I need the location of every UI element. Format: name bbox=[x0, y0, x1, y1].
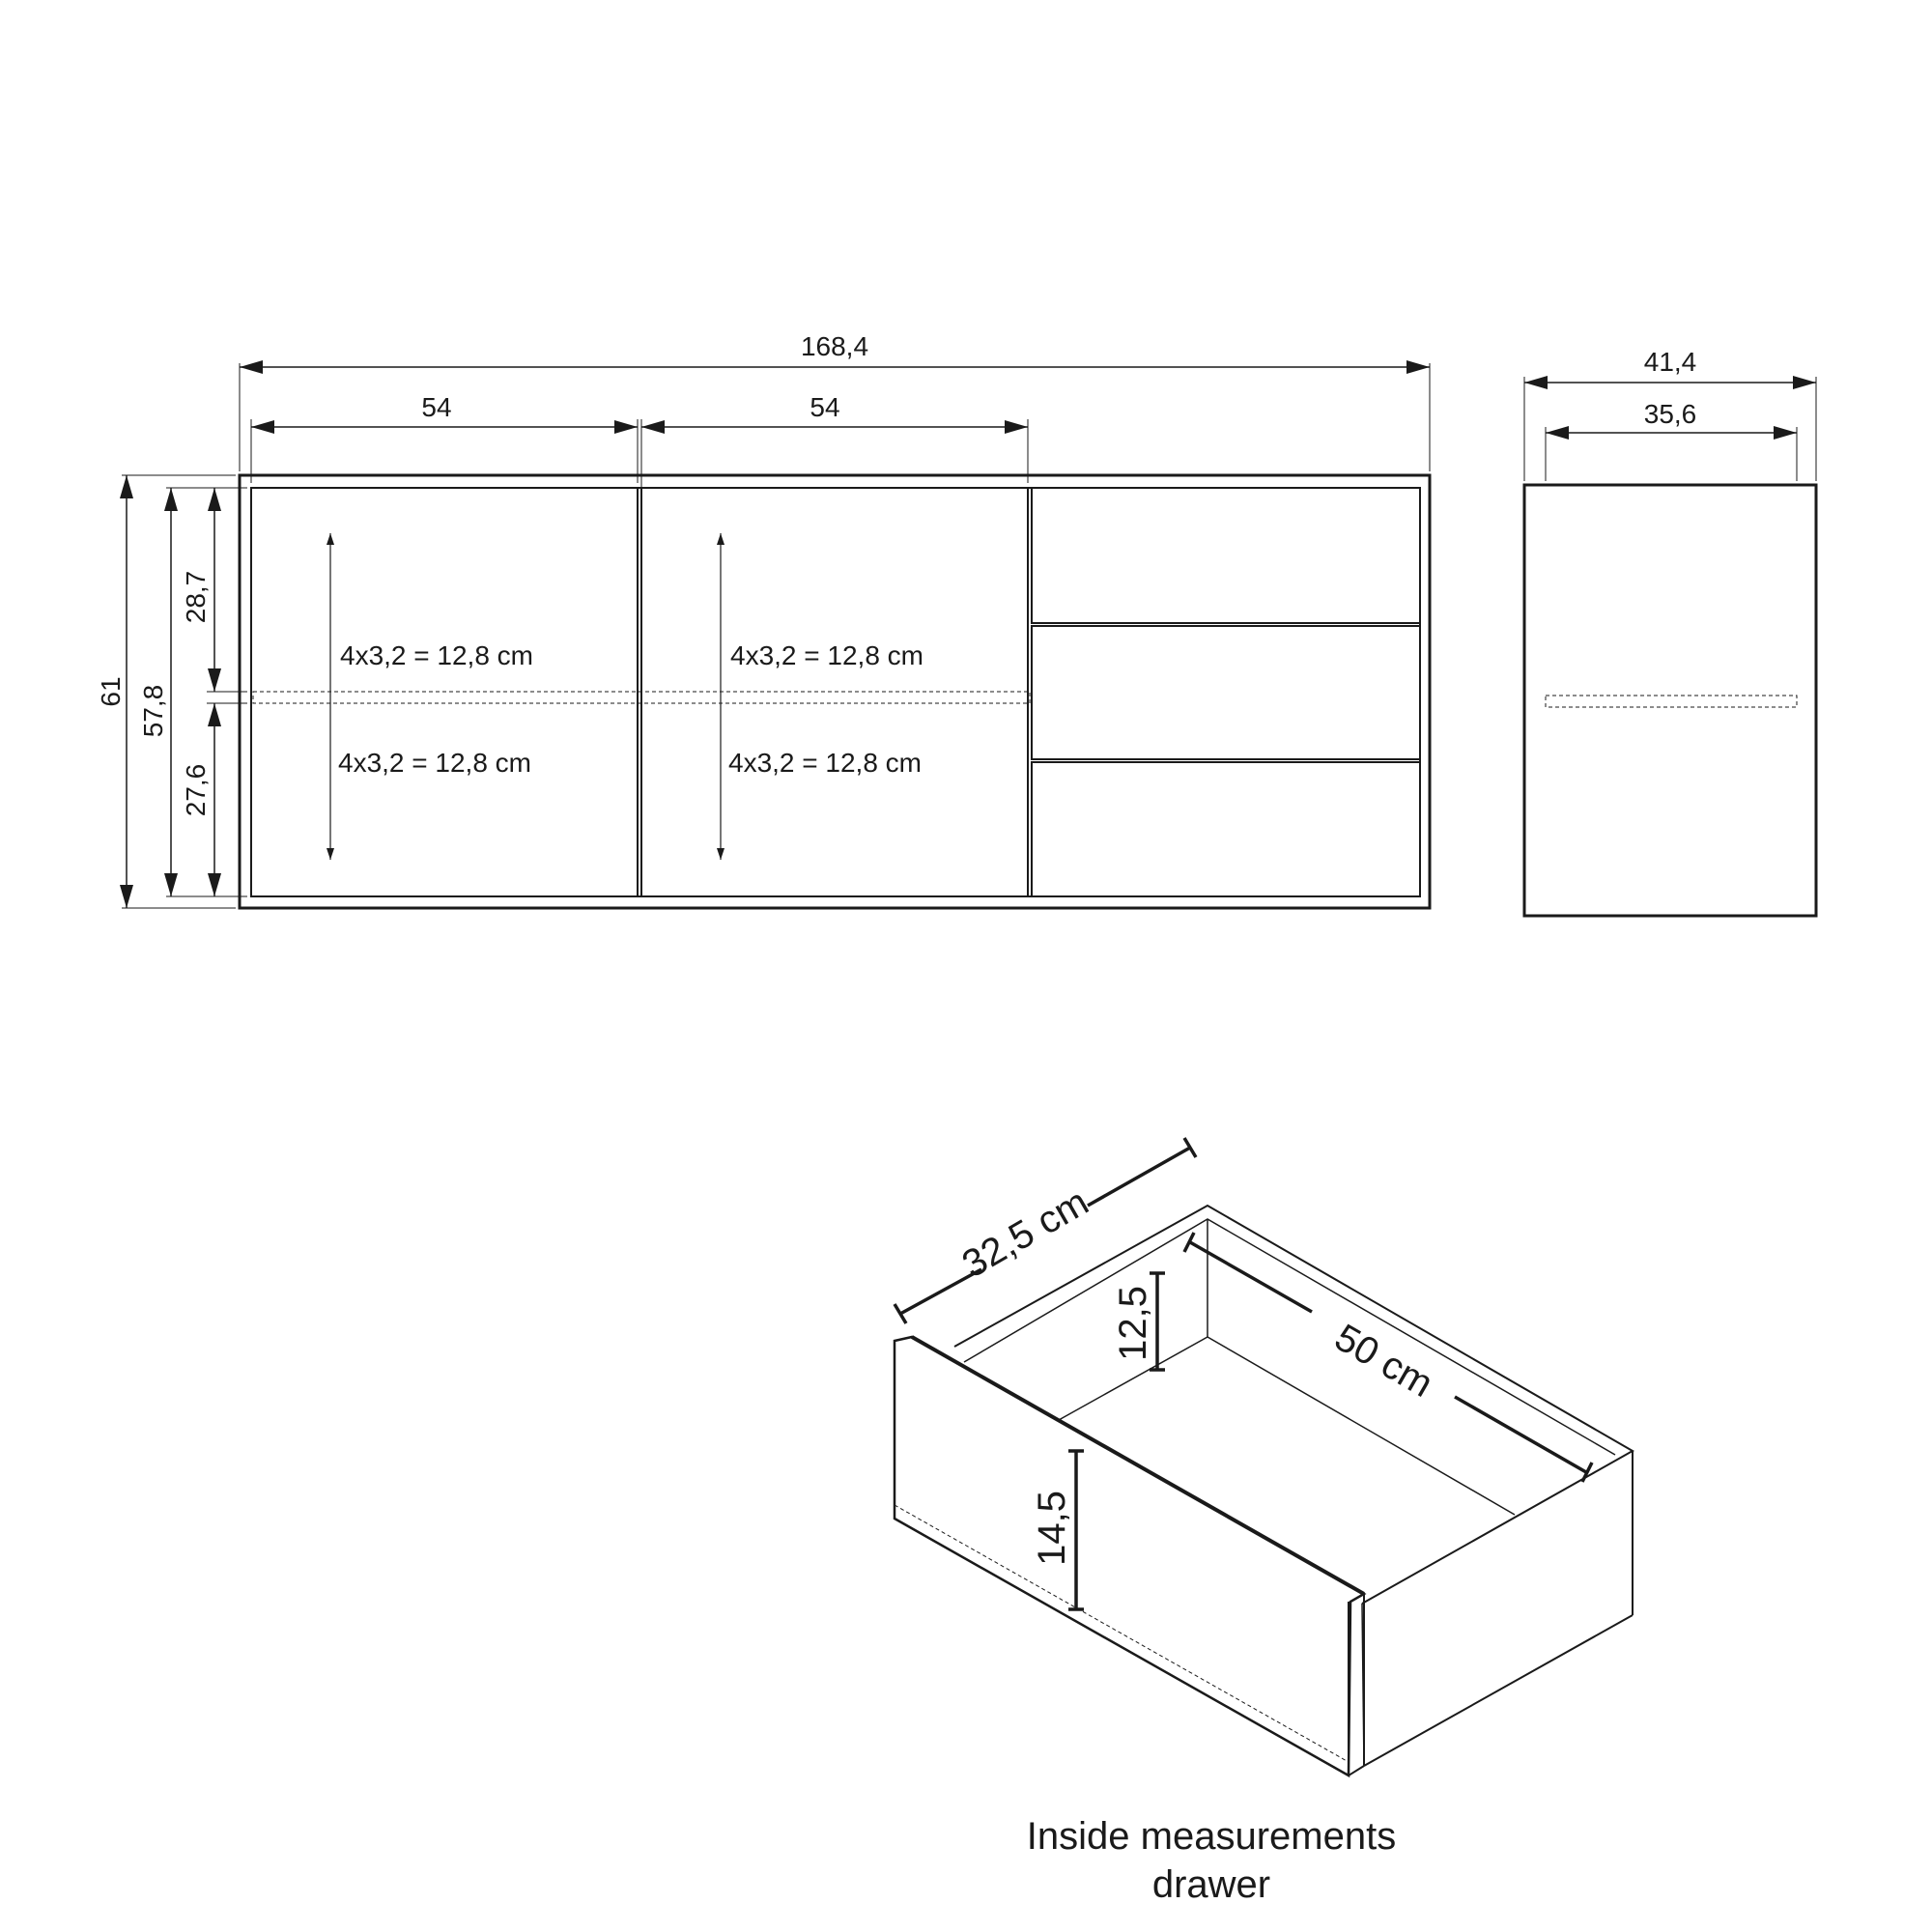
dim-drawer-depth: 50 cm bbox=[1327, 1316, 1440, 1406]
dim-drawer-front-height: 14,5 bbox=[1031, 1491, 1073, 1566]
dim-total-width: 168,4 bbox=[800, 331, 869, 361]
drawer-caption-line2: drawer bbox=[1151, 1863, 1271, 1906]
drawer-caption-line1: Inside measurements bbox=[1026, 1815, 1397, 1858]
side-panel bbox=[1524, 485, 1816, 916]
side-view bbox=[1524, 347, 1816, 916]
dim-total-depth: 41,4 bbox=[1643, 347, 1697, 377]
dim-door-width-1: 54 bbox=[421, 392, 452, 422]
dim-total-height: 61 bbox=[96, 676, 126, 707]
side-shelf-dashed bbox=[1546, 696, 1797, 707]
dim-drawer-inner-height: 12,5 bbox=[1112, 1286, 1154, 1361]
dim-upper-height: 28,7 bbox=[181, 570, 211, 624]
dim-door-width-2: 54 bbox=[810, 392, 840, 422]
dim-drawer-width: 32,5 cm bbox=[954, 1180, 1096, 1287]
shelf-note-left-top: 4x3,2 = 12,8 cm bbox=[340, 640, 534, 670]
drawer-front-middle bbox=[1032, 626, 1420, 759]
front-view bbox=[96, 331, 1430, 908]
dim-inner-depth: 35,6 bbox=[1643, 399, 1697, 429]
dim-line-drawer-width-a bbox=[900, 1269, 981, 1314]
shelf-note-left-bottom: 4x3,2 = 12,8 cm bbox=[338, 748, 532, 778]
dim-line-drawer-depth-a bbox=[1190, 1242, 1312, 1312]
dim-inner-height: 57,8 bbox=[138, 684, 168, 738]
dim-line-drawer-width-b bbox=[1088, 1148, 1190, 1206]
drawer-front-bottom bbox=[1032, 762, 1420, 896]
shelf-note-middle-bottom: 4x3,2 = 12,8 cm bbox=[728, 748, 923, 778]
drawer-isometric bbox=[895, 1138, 1633, 1906]
drawer-front-panel bbox=[895, 1337, 1364, 1776]
dim-line-drawer-depth-b bbox=[1455, 1397, 1586, 1472]
drawer-front-top bbox=[1032, 488, 1420, 623]
shelf-note-middle-top: 4x3,2 = 12,8 cm bbox=[730, 640, 924, 670]
dim-lower-height: 27,6 bbox=[181, 763, 211, 817]
